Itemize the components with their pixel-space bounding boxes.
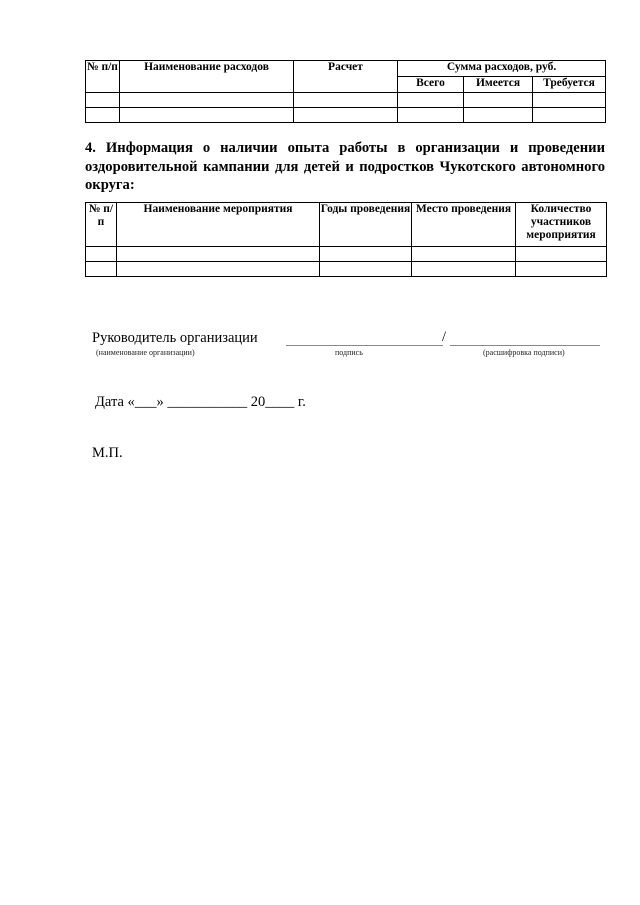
header-participants: Количество участников мероприятия [516,203,607,247]
header-event-name: Наименование мероприятия [117,203,320,247]
header-sum: Сумма расходов, руб. [398,61,606,77]
header-calculation: Расчет [294,61,398,93]
table-cell[interactable] [464,93,533,108]
table-cell[interactable] [412,247,516,262]
table-cell[interactable] [398,108,464,123]
hint-organization-name: (наименование организации) [96,348,195,357]
table-cell[interactable] [464,108,533,123]
header-total: Всего [398,77,464,93]
signature-separator: / [442,329,447,345]
table-cell[interactable] [320,262,412,277]
date-field[interactable]: Дата «___» ___________ 20____ г. [95,394,306,410]
expenses-table [85,60,606,123]
table-cell[interactable] [533,108,606,123]
table-cell[interactable] [398,93,464,108]
stamp-place-label: М.П. [92,445,123,461]
header-need: Требуется [533,77,606,93]
section-4-title: 4. Информация о наличии опыта работы в организации и проведении оздоровительной кампании для детей и подростков Чукотского автономного округа: [85,140,605,193]
table-cell[interactable] [117,247,320,262]
table-row [86,247,607,262]
signature-line[interactable] [286,345,443,346]
experience-table [85,202,607,277]
table-cell[interactable] [86,93,120,108]
header-have: Имеется [464,77,533,93]
header-num: № п/п [86,203,117,247]
table-cell[interactable] [120,93,294,108]
table-cell[interactable] [320,247,412,262]
signature-decode-line[interactable] [450,345,600,346]
hint-signature-decode: (расшифровка подписи) [483,348,565,357]
table-row [86,108,606,123]
table-row [86,262,607,277]
hint-signature: подпись [335,348,363,357]
table-row [86,93,606,108]
table-cell[interactable] [86,247,117,262]
table-cell[interactable] [86,108,120,123]
table-cell[interactable] [294,108,398,123]
table-cell[interactable] [412,262,516,277]
table-cell[interactable] [86,262,117,277]
header-num: № п/п [86,61,120,93]
table-cell[interactable] [120,108,294,123]
head-of-organization-label: Руководитель организации [92,330,258,346]
header-years: Годы проведения [320,203,412,247]
table-cell[interactable] [533,93,606,108]
table-cell[interactable] [516,262,607,277]
header-place: Место проведения [412,203,516,247]
header-expense-name: Наименование расходов [120,61,294,93]
table-cell[interactable] [117,262,320,277]
table-cell[interactable] [294,93,398,108]
table-cell[interactable] [516,247,607,262]
